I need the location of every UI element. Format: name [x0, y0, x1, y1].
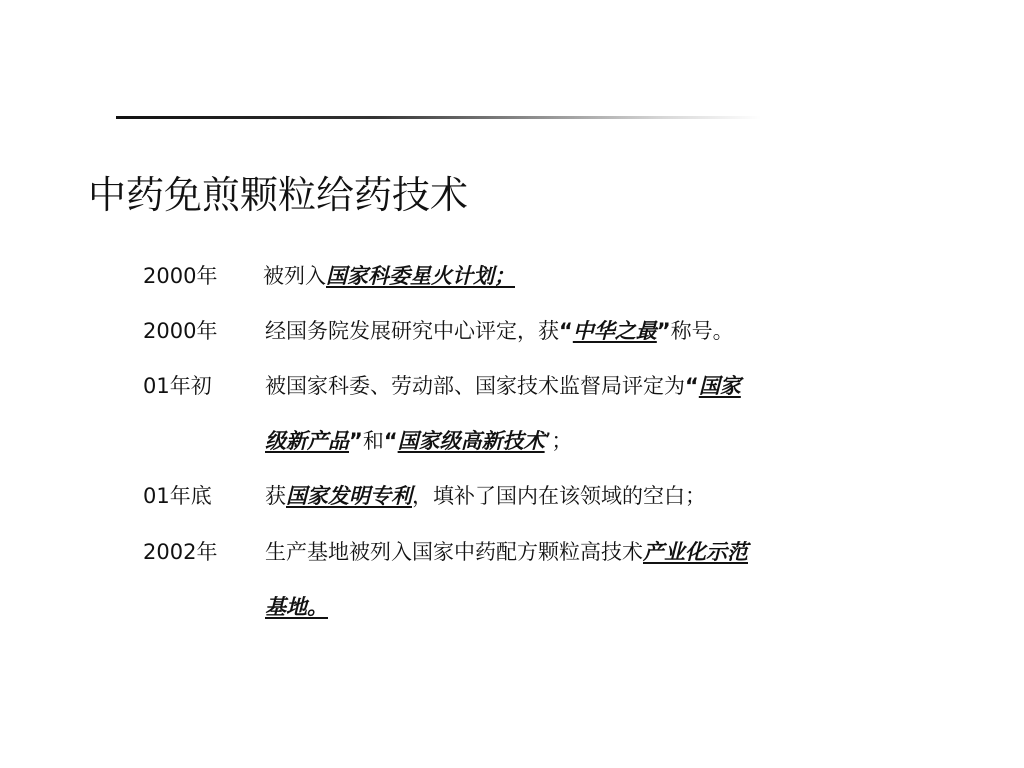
quote-open: “ — [383, 429, 398, 453]
milestone-text — [265, 317, 734, 345]
milestone-highlight: 产业化示范 — [643, 540, 748, 564]
milestone-year: 01年初 — [143, 374, 212, 398]
milestone-text-plain: ； — [551, 429, 573, 453]
milestone-highlight: 国家发明专利 — [286, 484, 412, 508]
milestone-text — [265, 427, 572, 455]
milestone-highlight: 国家级高新技术 — [397, 429, 545, 453]
quote-open: “ — [559, 319, 573, 343]
slide-title: 中药免煎颗粒给药技术 — [88, 173, 469, 217]
quote-close: ” — [656, 319, 671, 343]
milestone-text — [265, 538, 748, 566]
milestone-year: 01年底 — [143, 484, 212, 508]
milestone-text-plain: 和 — [362, 429, 384, 453]
milestone-text — [265, 482, 706, 510]
milestone-text-plain: 被国家科委、劳动部、国家技术监督局评定为 — [265, 374, 685, 398]
milestone-highlight: 中华之最 — [572, 319, 657, 343]
milestone-highlight: 国家科委星火计划； — [326, 264, 515, 288]
milestone-year: 2002年 — [143, 540, 218, 564]
milestone-text-plain: 经国务院发展研究中心评定，获 — [265, 319, 559, 343]
quote-close: ’ — [544, 429, 552, 453]
milestone-text-plain: 获 — [265, 484, 286, 508]
milestone-text — [263, 262, 515, 290]
milestone-year: 2000年 — [143, 319, 218, 343]
milestone-year: 2000年 — [143, 264, 218, 288]
title-divider-line — [116, 116, 761, 119]
milestone-text-plain: 生产基地被列入国家中药配方颗粒高技术 — [265, 540, 643, 564]
milestone-highlight: 国家 — [698, 374, 741, 398]
quote-close: ” — [349, 429, 363, 453]
milestone-text — [265, 372, 741, 400]
milestone-text-plain: 称号。 — [670, 319, 734, 343]
milestone-text-plain: ，填补了国内在该领域的空白； — [412, 484, 706, 508]
milestone-text-plain: 被列入 — [263, 264, 326, 288]
quote-open: “ — [685, 374, 699, 398]
milestone-highlight: 基地。 — [265, 595, 328, 619]
milestone-text — [265, 593, 328, 621]
milestone-highlight: 级新产品 — [265, 429, 349, 453]
